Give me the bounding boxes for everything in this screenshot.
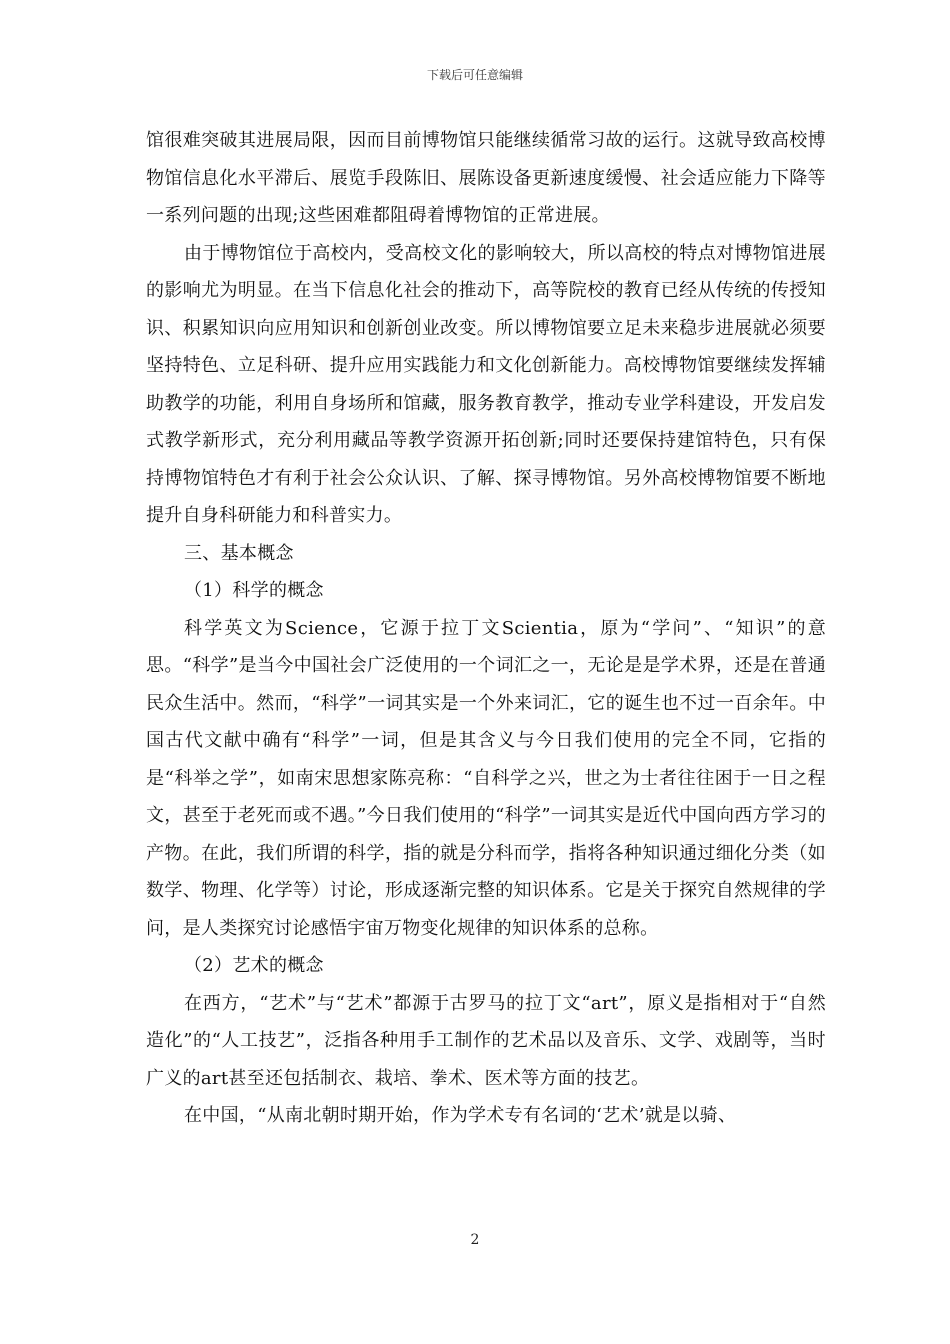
subheading-art-concept: （2）艺术的概念 [184, 955, 324, 976]
paragraph-3: 科学英文为Science，它源于拉丁文Scientia，原为“学问”、“知识”的意思。“科学”是当今中国社会广泛使用的一个词汇之一，无论是是学术界，还是在普通民众生活中。然而，“科学”一词其实是一个外来词汇，它的诞生也不过一百余年。中国古代文献中确有“科学”一词，但是其含义与今日我们使用的完全不同，它指的是“科举之学”，如南宋思想家陈亮称：“自科学之兴，世之为士者往往困于一日之程文，甚至于老死而或不遇。”今日我们使用的“科学”一词其实是近代中国向西方学习的产物。在此，我们所谓的科学，指的就是分科而学，指将各种知识通过细化分类（如数学、物理、化学等）讨论，形成逐渐完整的知识体系。它是关于探究自然规律的学问，是人类探究讨论感悟宇宙万物变化规律的知识体系的总称。 [146, 617, 826, 939]
document-body [146, 122, 826, 1135]
header-note: 下载后可任意编辑 [426, 68, 523, 82]
page-number: 2 [470, 1232, 480, 1248]
subheading-science-concept: （1）科学的概念 [184, 580, 324, 601]
paragraph-1: 馆很难突破其进展局限，因而目前博物馆只能继续循常习故的运行。这就导致高校博物馆信息化水平滞后、展览手段陈旧、展陈设备更新速度缓慢、社会适应能力下降等一系列问题的出现;这些困难都阻碍着博物馆的正常进展。 [146, 130, 826, 226]
paragraph-4: 在西方，“艺术”与“艺术”都源于古罗马的拉丁文“art”，原义是指相对于“自然造化”的“人工技艺”，泛指各种用手工制作的艺术品以及音乐、文学、戏剧等，当时广义的art甚至还包括制衣、栽培、拳术、医术等方面的技艺。 [146, 992, 826, 1089]
paragraph-5: 在中国，“从南北朝时期开始，作为学术专有名词的‘艺术’就是以骑、 [184, 1105, 737, 1126]
section-heading-basic-concepts: 三、基本概念 [184, 542, 294, 564]
paragraph-2: 由于博物馆位于高校内，受高校文化的影响较大，所以高校的特点对博物馆进展的影响尤为明显。在当下信息化社会的推动下，高等院校的教育已经从传统的传授知识、积累知识向应用知识和创新创业改变。所以博物馆要立足未来稳步进展就必须要坚持特色、立足科研、提升应用实践能力和文化创新能力。高校博物馆要继续发挥辅助教学的功能，利用自身场所和馆藏，服务教育教学，推动专业学科建设，开发启发式教学新形式，充分利用藏品等教学资源开拓创新;同时还要保持建馆特色，只有保持博物馆特色才有利于社会公众认识、了解、探寻博物馆。另外高校博物馆要不断地提升自身科研能力和科普实力。 [146, 242, 826, 526]
